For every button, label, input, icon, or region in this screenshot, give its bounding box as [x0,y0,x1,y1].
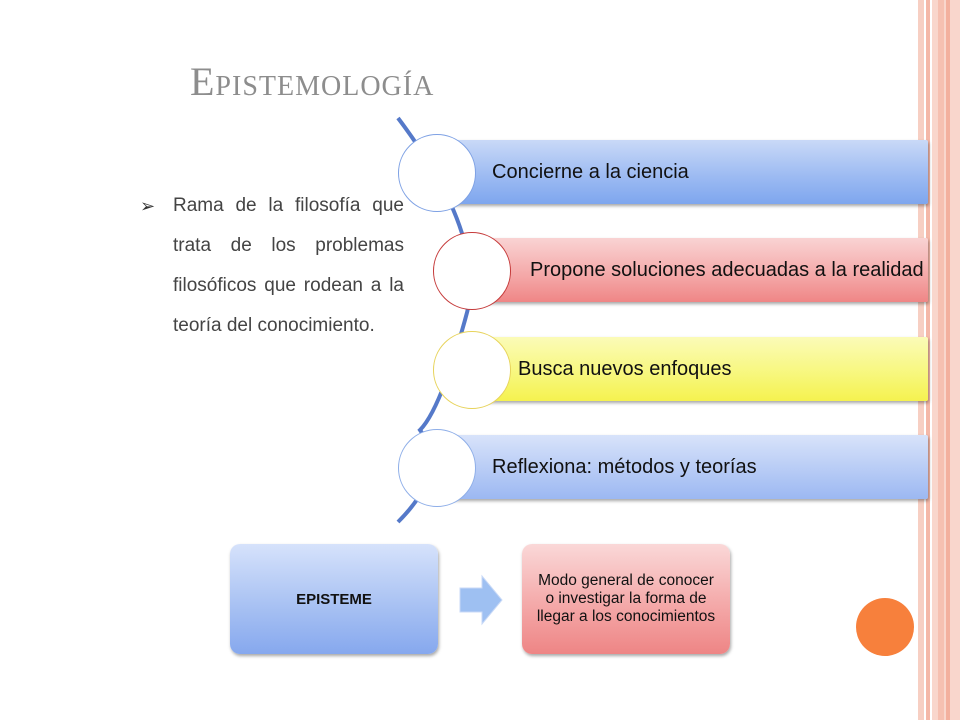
list-circle-marker [433,331,511,409]
list-item-enfoques [466,337,928,401]
decor-stripe [938,0,944,720]
list-item-reflexiona [430,435,928,499]
list-item-label: Busca nuevos enfoques [518,357,732,380]
slide-title: Epistemología [190,59,435,104]
list-circle-marker [398,429,476,507]
decor-stripe [946,0,950,720]
list-item-label: Concierne a la ciencia [492,160,689,183]
list-circle-marker [433,232,511,310]
right-arrow-icon [458,574,504,626]
list-circle-marker [398,134,476,212]
definition-box: Modo general de conocer o investigar la forma de llegar a los conocimientos [522,544,730,654]
episteme-box: EPISTEME [230,544,438,654]
orange-circle-decoration [856,598,914,656]
list-item-label: Reflexiona: métodos y teorías [492,455,757,478]
arrow-bullet-icon: ➢ [140,196,156,216]
list-item-soluciones [466,238,928,302]
list-item-label: Propone soluciones adecuadas a la realidad [530,258,924,281]
bullet-text: Rama de la filosofía que trata de los problemas filosóficos que rodean a la teoría del conocimiento. [173,195,404,336]
list-item-ciencia [430,140,928,204]
bullet-paragraph [140,186,404,346]
